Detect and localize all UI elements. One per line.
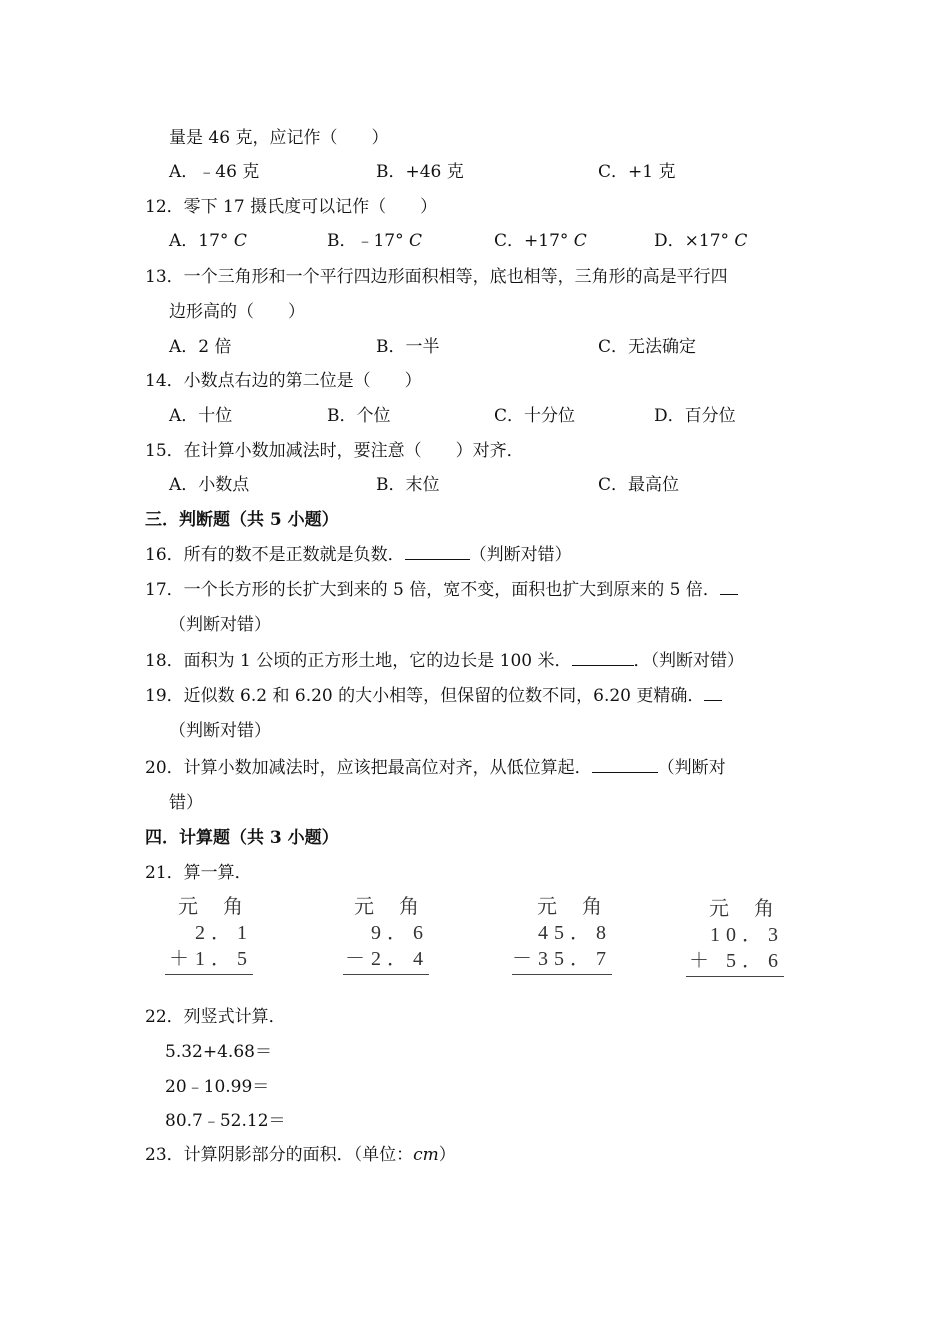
q13-option-a: A．2 倍 xyxy=(169,337,232,357)
q20: 20．计算小数加减法时，应该把最高位对齐，从低位算起． （判断对 xyxy=(145,758,726,778)
q14-option-a: A．十位 xyxy=(169,406,233,426)
q22-expression-3: 80.7﹣52.12＝ xyxy=(165,1111,286,1131)
vertical-calc-3 xyxy=(512,894,612,975)
q23-stem: 23．计算阴影部分的面积．（单位：cm） xyxy=(145,1145,456,1165)
q13-continuation: 边形高的（ ） xyxy=(169,302,305,322)
answer-blank[interactable] xyxy=(405,543,470,560)
calc-rule xyxy=(686,976,784,977)
q17-continuation: （判断对错） xyxy=(169,615,271,635)
section-title-calculation: 四．计算题（共 3 小题） xyxy=(145,828,339,848)
column-header: 元 角 xyxy=(537,896,612,918)
q11-option-b: B．+46 克 xyxy=(376,162,464,182)
q15-option-b: B．末位 xyxy=(376,475,440,495)
calc-rule xyxy=(343,974,429,975)
q15-option-a: A．小数点 xyxy=(169,475,250,495)
calc-rule xyxy=(512,974,612,975)
q11-continuation: 量是 46 克，应记作（ ） xyxy=(169,128,389,148)
answer-blank[interactable] xyxy=(720,578,738,595)
q11-option-c: C．+1 克 xyxy=(598,162,676,182)
calc-bottom-number: －2．4 xyxy=(345,948,429,970)
q14-option-b: B．个位 xyxy=(327,406,391,426)
q13-stem: 13．一个三角形和一个平行四边形面积相等，底也相等，三角形的高是平行四 xyxy=(145,267,728,287)
q11-option-a: A．﹣46 克 xyxy=(169,162,260,182)
calc-bottom-number: ＋ 5．6 xyxy=(689,950,784,972)
q19: 19．近似数 6.2 和 6.20 的大小相等，但保留的位数不同，6.20 更精确． xyxy=(145,684,722,707)
q12-option-d: D．×17° C xyxy=(654,231,748,251)
calc-bottom-number: ＋1．5 xyxy=(169,948,253,970)
calc-top-number: 45．8 xyxy=(538,922,612,944)
calc-top-number: 10．3 xyxy=(710,924,784,946)
q21-stem: 21．算一算． xyxy=(145,863,252,883)
q17: 17．一个长方形的长扩大到来的 5 倍，宽不变，面积也扩大到原来的 5 倍． xyxy=(145,578,738,601)
q12-option-c: C．+17° C xyxy=(494,231,587,251)
calc-top-number: 9．6 xyxy=(371,922,429,944)
q15-stem: 15．在计算小数加减法时，要注意（ ）对齐． xyxy=(145,441,524,461)
column-header: 元 角 xyxy=(354,896,429,918)
q14-stem: 14．小数点右边的第二位是（ ） xyxy=(145,371,422,391)
q22-expression-2: 20﹣10.99＝ xyxy=(165,1077,270,1097)
answer-blank[interactable] xyxy=(572,649,634,666)
calc-top-number: 2．1 xyxy=(195,922,253,944)
section-title-judgement: 三．判断题（共 5 小题） xyxy=(145,510,339,530)
calc-bottom-number: －35．7 xyxy=(512,948,612,970)
q12-stem: 12．零下 17 摄氏度可以记作（ ） xyxy=(145,197,438,217)
q19-continuation: （判断对错） xyxy=(169,721,271,741)
q12-option-a: A．17° C xyxy=(169,231,247,251)
q12-option-b: B．﹣17° C xyxy=(327,231,423,251)
vertical-calc-4 xyxy=(686,896,784,977)
q16: 16．所有的数不是正数就是负数． （判断对错） xyxy=(145,545,572,565)
q18: 18．面积为 1 公顷的正方形土地，它的边长是 100 米． ．（判断对错） xyxy=(145,651,745,671)
column-header: 元 角 xyxy=(178,896,253,918)
q15-option-c: C．最高位 xyxy=(598,475,680,495)
q13-option-b: B．一半 xyxy=(376,337,440,357)
q22-stem: 22．列竖式计算． xyxy=(145,1007,286,1027)
q14-option-d: D．百分位 xyxy=(654,406,736,426)
answer-blank[interactable] xyxy=(592,756,658,773)
answer-blank[interactable] xyxy=(704,684,722,701)
vertical-calc-2 xyxy=(343,894,429,975)
calc-rule xyxy=(165,974,253,975)
q20-continuation: 错） xyxy=(169,793,203,813)
column-header: 元 角 xyxy=(709,898,784,920)
q22-expression-1: 5.32+4.68＝ xyxy=(165,1042,272,1062)
vertical-calc-1 xyxy=(165,894,253,975)
q13-option-c: C．无法确定 xyxy=(598,337,697,357)
q14-option-c: C．十分位 xyxy=(494,406,576,426)
